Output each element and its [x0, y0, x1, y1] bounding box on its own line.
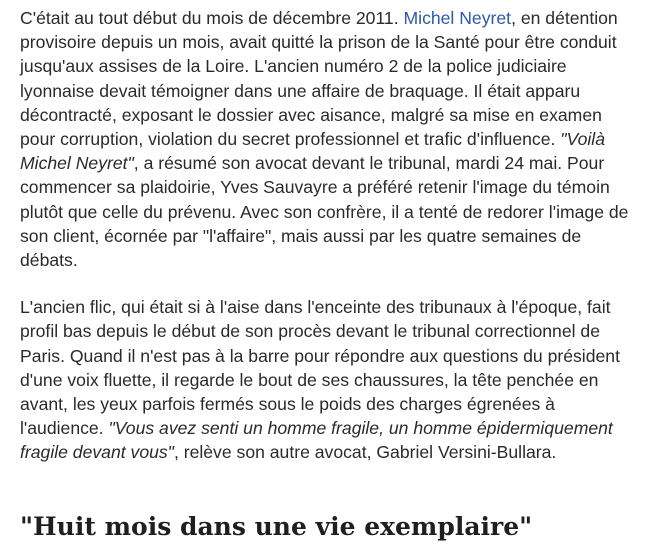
article-paragraph-2	[20, 295, 630, 464]
quote-text: "Voilà Michel Neyret"	[20, 129, 605, 174]
paragraph-text: , en détention provisoire depuis un mois, avait quitté la prison de la Santé pour être conduit jusqu'aux assises de la Loire. L'ancien numéro 2 de la police judiciaire lyonnaise devait témoigner dans une affaire de braquage. Il était apparu décontracté, exposant le dossier avec aisance, malgré sa mise en examen pour corruption, violation du secret professionnel et trafic d'influence.	[20, 8, 618, 150]
article-body	[20, 6, 630, 465]
article-paragraph-1	[20, 6, 630, 272]
paragraph-text: C'était au tout début du mois de décembre 2011.	[20, 8, 404, 28]
section-subheading: "Huit mois dans une vie exemplaire"	[20, 512, 533, 541]
paragraph-text: L'ancien flic, qui était si à l'aise dans l'enceinte des tribunaux à l'époque, fait profil bas depuis le début de son procès devant le tribunal correctionnel de Paris. Quand il n'est pas à la barre pour répondre aux questions du président d'une voix fluette, il regarde le bout de ses chaussures, la tête penchée en avant, les yeux parfois fermés sous le poids des charges égrenées à l'audience.	[20, 297, 620, 439]
paragraph-text: , relève son autre avocat, Gabriel Versini-Bullara.	[173, 442, 557, 463]
person-link-michel-neyret[interactable]: Michel Neyret	[403, 8, 512, 28]
paragraph-text: , a résumé son avocat devant le tribunal, mardi 24 mai. Pour commencer sa plaidoirie, Yves Sauvayre a préféré retenir l'image du témoin plutôt que celle du prévenu. Avec son confrère, il a tenté de redorer l'image de son client, écornée par "l'affaire", mais aussi par les quatre semaines de débats.	[20, 153, 629, 271]
quote-text: "Vous avez senti un homme fragile, un homme épidermiquement fragile devant vous"	[20, 418, 613, 463]
